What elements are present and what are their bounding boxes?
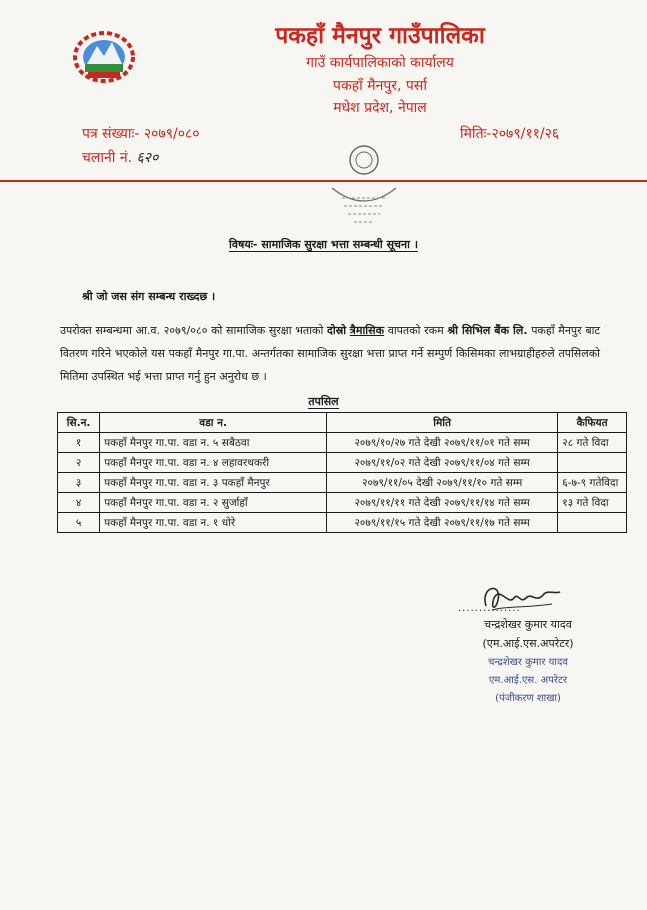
dispatch-number: [82, 148, 158, 167]
subject-text: विषयः- सामाजिक सुरक्षा भत्ता सम्बन्धी सूचना ।: [229, 238, 418, 251]
row-sn: ५: [58, 513, 100, 533]
signature-line: ...............: [458, 603, 521, 614]
body-period: त्रैमासिक: [349, 324, 385, 337]
letter-ref: [82, 124, 200, 143]
body-part-1: उपरोक्त सम्बन्धमा आ.व. २०७९/०८० को सामाजिक सुरक्षा भताको: [60, 324, 324, 337]
subject-line: [0, 237, 647, 252]
dispatch-value: ६२०: [136, 150, 159, 166]
row-date: २०७९/११/०५ देखी २०७९/११/१० गते सम्म: [327, 473, 558, 493]
row-ward: पकहाँ मैनपुर गा.पा. वडा न. ५ सबैठवा: [100, 433, 327, 453]
table-caption-text: तपसिल: [308, 395, 339, 408]
row-sn: २: [58, 453, 100, 473]
row-remark: [558, 453, 627, 473]
body-paragraph: [60, 319, 600, 388]
row-sn: १: [58, 433, 100, 453]
letter-ref-value: २०७९/०८०: [143, 126, 200, 142]
row-remark: १३ गते विदा: [558, 493, 627, 513]
table-row: [58, 493, 627, 513]
body-ordinal: दोस्रो: [327, 324, 347, 337]
row-date: २०७९/११/१५ गते देखी २०७९/११/१७ गते सम्म: [327, 513, 558, 533]
col-header-date: मिति: [327, 413, 558, 433]
table-caption: [0, 394, 647, 409]
dispatch-label: चलानी नं.: [82, 150, 133, 166]
salutation: श्री जो जस संग सम्बन्ध राख्दछ ।: [82, 290, 216, 303]
row-date: २०७९/११/०२ गते देखी २०७९/११/०४ गते सम्म: [327, 453, 558, 473]
office-seal-icon: [318, 138, 410, 234]
row-date: २०७९/११/११ गते देखी २०७९/११/१४ गते सम्म: [327, 493, 558, 513]
date-label: मितिः-: [460, 126, 492, 142]
letterhead-divider: [0, 180, 647, 182]
row-ward: पकहाँ मैनपुर गा.पा. वडा न. ३ पकहाँ मैनपुर: [100, 473, 327, 493]
body-part-2: वापतको रकम: [387, 324, 444, 337]
row-sn: ४: [58, 493, 100, 513]
nepal-emblem-icon: [72, 28, 136, 84]
letter-date: [460, 124, 559, 143]
table-header-row: [58, 413, 627, 433]
row-remark: २८ गते विदा: [558, 433, 627, 453]
body-part-3: पकहाँ मैनपुर बाट वितरण गरिने भएकोले यस पकहाँ मैनपुर गा.पा. अन्तर्गतका सामाजिक सुरक्षा भत्ता प्राप्त गर्ने सम्पुर्ण किसिमका लाभग्राहीहरुले तपसिलको मितिमा उपस्थित भई भत्ता प्राप्त गर्नु हुन अनुरोध छ ।: [60, 324, 601, 383]
table-row: [58, 473, 627, 493]
table-row: [58, 453, 627, 473]
municipality-name: पकहाँ मैनपुर गाउँपालिका: [275, 23, 485, 49]
table-row: [58, 433, 627, 453]
col-header-sn: सि.न.: [58, 413, 100, 433]
signatory-name: चन्द्रशेखर कुमार यादव: [484, 618, 572, 631]
office-name: गाउँ कार्यपालिकाको कार्यालय: [306, 55, 454, 71]
row-sn: ३: [58, 473, 100, 493]
office-province: मधेश प्रदेश, नेपाल: [333, 100, 427, 116]
date-value: २०७९/११/२६: [491, 126, 560, 142]
row-ward: पकहाँ मैनपुर गा.पा. वडा न. ४ लहावरथकरी: [100, 453, 327, 473]
stamp-name: चन्द्रशेखर कुमार यादव: [488, 657, 568, 668]
row-remark: [558, 513, 627, 533]
letter-ref-label: पत्र संख्याः-: [82, 126, 140, 142]
col-header-ward: वडा न.: [100, 413, 327, 433]
stamp-title: एम.आई.एस. अपरेटर: [488, 675, 568, 686]
row-date: २०७९/१०/२७ गते देखी २०७९/११/०१ गते सम्म: [327, 433, 558, 453]
signatory-title: (एम.आई.एस.अपरेटर): [482, 637, 574, 650]
col-header-remark: कैफियत: [558, 413, 627, 433]
office-address: पकहाँ मैनपुर, पर्सा: [333, 78, 427, 94]
signatory-stamp: [448, 654, 608, 708]
stamp-section: (पंजीकरण शाखा): [495, 693, 561, 704]
bank-name: श्री सिभिल बैंक लि.: [447, 324, 528, 337]
table-row: [58, 513, 627, 533]
row-ward: पकहाँ मैनपुर गा.पा. वडा न. २ सुर्जाहाँ: [100, 493, 327, 513]
schedule-table: [57, 412, 627, 533]
row-ward: पकहाँ मैनपुर गा.पा. वडा न. १ धोरे: [100, 513, 327, 533]
row-remark: ६-७-९ गतेविदा: [558, 473, 627, 493]
